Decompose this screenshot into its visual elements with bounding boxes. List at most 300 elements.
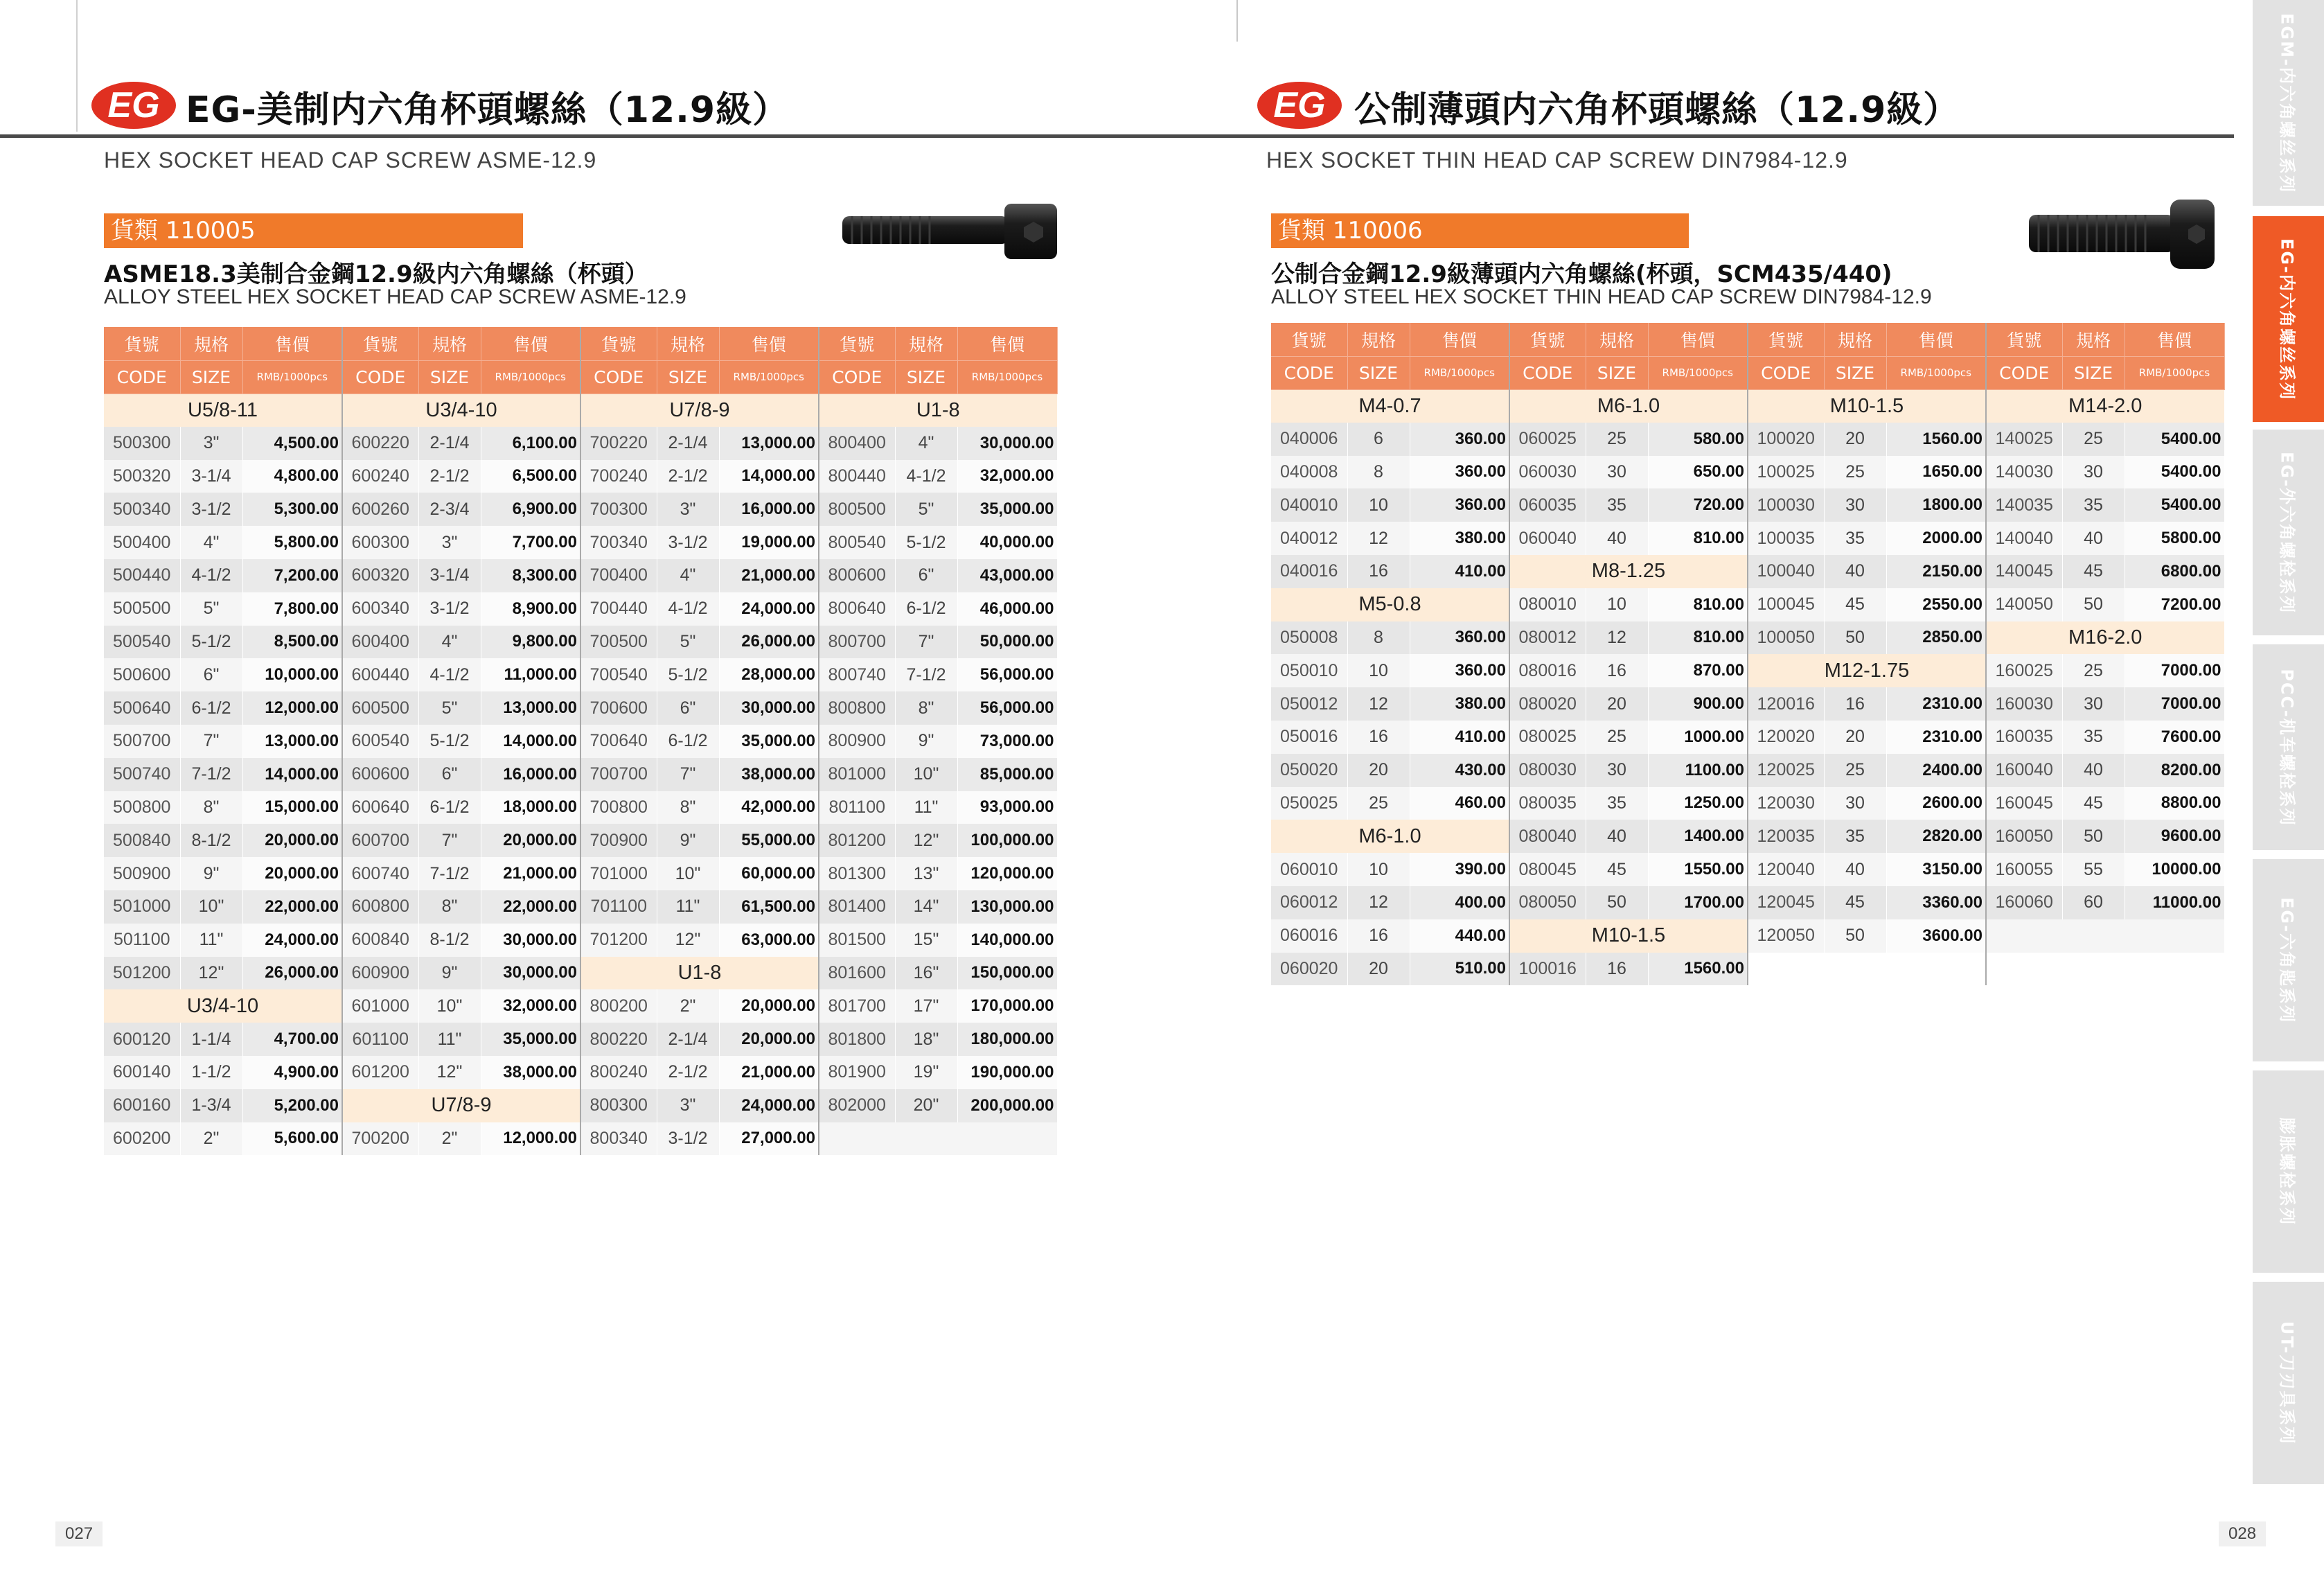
size-cell: 3-1/2	[657, 526, 719, 559]
table-row	[1271, 787, 2224, 820]
code-cell: 140040	[1986, 522, 2062, 555]
price-cell: 6800.00	[2125, 555, 2224, 588]
code-cell: 801000	[819, 758, 895, 791]
price-cell: 170,000.00	[957, 989, 1057, 1023]
price-cell: 30,000.00	[481, 924, 580, 957]
code-cell: 100050	[1748, 621, 1824, 655]
code-cell: 701200	[580, 924, 657, 957]
size-cell: 4"	[180, 526, 242, 559]
thin-head-screw-image	[2026, 194, 2234, 277]
price-cell: 28,000.00	[719, 658, 819, 691]
price-cell: 93,000.00	[957, 791, 1057, 824]
size-cell: 3"	[657, 493, 719, 526]
column-header: 貨號	[342, 327, 418, 360]
side-tab-4[interactable]	[2253, 644, 2324, 856]
price-cell: 13,000.00	[719, 427, 819, 460]
price-cell: 20,000.00	[719, 989, 819, 1023]
table-row	[104, 1122, 1057, 1156]
size-cell: 10	[1347, 488, 1410, 522]
code-cell: 160040	[1986, 754, 2062, 787]
code-cell: 500500	[104, 592, 180, 626]
column-header: 規格	[1586, 323, 1648, 356]
code-cell: 500440	[104, 559, 180, 592]
size-cell: 60	[2062, 886, 2125, 919]
size-cell: 3-1/2	[418, 592, 481, 626]
code-cell: 500300	[104, 427, 180, 460]
size-cell: 8-1/2	[418, 924, 481, 957]
size-cell: 40	[2062, 522, 2125, 555]
column-header: 售價	[957, 327, 1057, 360]
size-cell: 14"	[895, 890, 957, 924]
size-cell: 6"	[895, 559, 957, 592]
price-cell: 15,000.00	[242, 791, 342, 824]
side-tab-5[interactable]	[2253, 859, 2324, 1067]
price-cell: 24,000.00	[242, 924, 342, 957]
size-cell: 5"	[895, 493, 957, 526]
size-cell: 40	[2062, 754, 2125, 787]
size-cell: 4"	[657, 559, 719, 592]
size-section-header: M12-1.75	[1748, 654, 1986, 687]
column-header: SIZE	[418, 360, 481, 394]
size-cell: 50	[1824, 621, 1886, 655]
code-cell: 700300	[580, 493, 657, 526]
price-cell: 180,000.00	[957, 1023, 1057, 1056]
size-cell: 2-1/2	[657, 1056, 719, 1089]
code-cell: 701100	[580, 890, 657, 924]
column-header: 售價	[1886, 323, 1986, 356]
size-cell: 25	[1824, 456, 1886, 489]
code-cell: 500400	[104, 526, 180, 559]
code-cell: 600240	[342, 460, 418, 493]
side-tab-6[interactable]	[2253, 1070, 2324, 1278]
side-tab-1[interactable]	[2253, 0, 2324, 211]
side-tab-2[interactable]	[2253, 216, 2324, 427]
size-cell: 9"	[180, 857, 242, 890]
table-row	[104, 427, 1057, 460]
column-header: SIZE	[1347, 356, 1410, 389]
price-cell: 380.00	[1410, 687, 1509, 721]
product-desc-cn: 公制合金鋼12.9級薄頭内六角螺絲(杯頭，SCM435/440)	[1271, 261, 1892, 288]
table-row	[104, 758, 1057, 791]
price-cell: 7,700.00	[481, 526, 580, 559]
code-cell: 801900	[819, 1056, 895, 1089]
price-cell: 190,000.00	[957, 1056, 1057, 1089]
size-cell: 16	[1347, 555, 1410, 588]
price-cell: 13,000.00	[481, 691, 580, 725]
price-cell: 9,800.00	[481, 626, 580, 659]
price-cell: 430.00	[1410, 754, 1509, 787]
price-cell: 130,000.00	[957, 890, 1057, 924]
price-cell: 46,000.00	[957, 592, 1057, 626]
page-number: 027	[55, 1521, 103, 1546]
price-cell: 24,000.00	[719, 592, 819, 626]
size-cell: 35	[2062, 721, 2125, 754]
table-row	[104, 460, 1057, 493]
code-cell: 600160	[104, 1089, 180, 1122]
side-tab-label: 膨胀螺栓系列	[2277, 1118, 2296, 1226]
price-cell: 4,900.00	[242, 1056, 342, 1089]
code-cell: 600740	[342, 857, 418, 890]
size-cell: 5-1/2	[418, 725, 481, 758]
price-cell: 85,000.00	[957, 758, 1057, 791]
price-cell: 4,700.00	[242, 1023, 342, 1056]
table-row	[1271, 687, 2224, 721]
size-cell: 10"	[418, 989, 481, 1023]
size-cell: 10"	[180, 890, 242, 924]
table-row	[104, 989, 1057, 1023]
table-row	[104, 394, 1057, 427]
code-cell: 701000	[580, 857, 657, 890]
code-cell: 800800	[819, 691, 895, 725]
code-cell: 040012	[1271, 522, 1347, 555]
code-cell: 140025	[1986, 423, 2062, 456]
price-cell: 5400.00	[2125, 488, 2224, 522]
price-cell: 200,000.00	[957, 1089, 1057, 1122]
column-header: SIZE	[1824, 356, 1886, 389]
size-cell: 3-1/4	[180, 460, 242, 493]
table-row	[104, 1023, 1057, 1056]
column-header: RMB/1000pcs	[481, 360, 580, 394]
size-cell: 25	[1347, 787, 1410, 820]
column-header: 貨號	[1748, 323, 1824, 356]
price-cell: 5400.00	[2125, 456, 2224, 489]
code-cell: 601200	[342, 1056, 418, 1089]
code-cell: 100035	[1748, 522, 1824, 555]
code-cell: 160035	[1986, 721, 2062, 754]
code-cell: 801200	[819, 824, 895, 857]
size-cell: 16	[1586, 654, 1648, 687]
code-cell: 700340	[580, 526, 657, 559]
code-cell: 100025	[1748, 456, 1824, 489]
product-desc-en: ALLOY STEEL HEX SOCKET HEAD CAP SCREW ASME-12.9	[104, 285, 686, 308]
size-cell: 20"	[895, 1089, 957, 1122]
table-row	[104, 658, 1057, 691]
eg-logo: EG	[91, 82, 176, 129]
code-cell: 080020	[1509, 687, 1586, 721]
cap-screw-image	[838, 201, 1067, 263]
price-cell: 5,600.00	[242, 1122, 342, 1156]
code-cell: 600260	[342, 493, 418, 526]
column-header: 貨號	[819, 327, 895, 360]
price-cell: 870.00	[1648, 654, 1748, 687]
table-row	[104, 493, 1057, 526]
price-cell: 38,000.00	[719, 758, 819, 791]
price-cell: 100,000.00	[957, 824, 1057, 857]
price-cell: 6,900.00	[481, 493, 580, 526]
size-cell: 2-1/2	[418, 460, 481, 493]
column-header: 貨號	[1271, 323, 1347, 356]
code-cell: 140050	[1986, 588, 2062, 621]
code-cell: 600900	[342, 957, 418, 990]
price-cell: 16,000.00	[481, 758, 580, 791]
code-cell: 800440	[819, 460, 895, 493]
code-cell: 700540	[580, 658, 657, 691]
column-header: SIZE	[1586, 356, 1648, 389]
size-cell: 6"	[418, 758, 481, 791]
size-cell: 8"	[180, 791, 242, 824]
price-cell: 12,000.00	[242, 691, 342, 725]
price-cell: 1000.00	[1648, 721, 1748, 754]
code-cell: 120040	[1748, 853, 1824, 886]
code-cell: 600340	[342, 592, 418, 626]
code-cell: 501000	[104, 890, 180, 924]
code-cell: 600700	[342, 824, 418, 857]
code-cell: 060040	[1509, 522, 1586, 555]
column-header: 售價	[719, 327, 819, 360]
size-cell: 8-1/2	[180, 824, 242, 857]
price-cell: 7000.00	[2125, 654, 2224, 687]
price-cell: 3150.00	[1886, 853, 1986, 886]
size-cell: 4-1/2	[657, 592, 719, 626]
code-cell: 160045	[1986, 787, 2062, 820]
size-cell: 8"	[418, 890, 481, 924]
size-cell: 3-1/2	[180, 493, 242, 526]
size-cell: 12"	[657, 924, 719, 957]
table-row	[104, 890, 1057, 924]
column-header: CODE	[580, 360, 657, 394]
size-cell: 1-1/2	[180, 1056, 242, 1089]
code-cell: 060012	[1271, 886, 1347, 919]
size-cell: 35	[1824, 820, 1886, 853]
code-cell: 601000	[342, 989, 418, 1023]
price-cell: 35,000.00	[481, 1023, 580, 1056]
code-cell: 060025	[1509, 423, 1586, 456]
size-section-header: U3/4-10	[342, 394, 580, 427]
price-cell: 26,000.00	[719, 626, 819, 659]
size-cell: 6	[1347, 423, 1410, 456]
column-header: 規格	[895, 327, 957, 360]
price-cell: 63,000.00	[719, 924, 819, 957]
price-cell: 20,000.00	[242, 857, 342, 890]
size-cell: 11"	[180, 924, 242, 957]
size-cell: 10	[1347, 853, 1410, 886]
title-rule	[0, 134, 1236, 138]
size-cell: 25	[1586, 721, 1648, 754]
price-cell: 38,000.00	[481, 1056, 580, 1089]
code-cell: 600300	[342, 526, 418, 559]
size-cell: 20	[1347, 754, 1410, 787]
code-cell: 700400	[580, 559, 657, 592]
right-page	[1236, 0, 2324, 1588]
size-cell: 6-1/2	[657, 725, 719, 758]
code-cell: 120030	[1748, 787, 1824, 820]
price-cell: 8,500.00	[242, 626, 342, 659]
code-cell: 050008	[1271, 621, 1347, 655]
column-header: 貨號	[1509, 323, 1586, 356]
price-cell: 390.00	[1410, 853, 1509, 886]
price-cell: 3600.00	[1886, 919, 1986, 953]
code-cell: 802000	[819, 1089, 895, 1122]
page-subtitle: HEX SOCKET THIN HEAD CAP SCREW DIN7984-12.9	[1266, 148, 1848, 173]
code-cell: 600140	[104, 1056, 180, 1089]
category-bar: 貨類 110006	[1271, 213, 1689, 248]
code-cell: 500840	[104, 824, 180, 857]
price-cell: 2850.00	[1886, 621, 1986, 655]
code-cell: 140035	[1986, 488, 2062, 522]
size-cell: 40	[1586, 820, 1648, 853]
size-section-header: M14-2.0	[1986, 389, 2224, 423]
price-cell: 360.00	[1410, 456, 1509, 489]
side-tab-label: UT-刀刃具系列	[2277, 1321, 2296, 1445]
size-cell: 2"	[418, 1122, 481, 1156]
price-cell: 35,000.00	[957, 493, 1057, 526]
table-row	[1271, 456, 2224, 489]
size-section-header: M4-0.7	[1271, 389, 1509, 423]
page-subtitle: HEX SOCKET HEAD CAP SCREW ASME-12.9	[104, 148, 597, 173]
price-cell: 21,000.00	[481, 857, 580, 890]
size-section-header: M10-1.5	[1748, 389, 1986, 423]
price-cell: 4,800.00	[242, 460, 342, 493]
price-cell: 1560.00	[1648, 953, 1748, 986]
size-cell: 12	[1347, 522, 1410, 555]
price-cell: 20,000.00	[242, 824, 342, 857]
column-header: CODE	[1509, 356, 1586, 389]
code-cell: 140045	[1986, 555, 2062, 588]
size-cell: 50	[1824, 919, 1886, 953]
size-cell: 1-1/4	[180, 1023, 242, 1056]
price-cell: 2310.00	[1886, 687, 1986, 721]
table-row	[104, 824, 1057, 857]
header-row-en	[1271, 356, 2224, 389]
code-cell: 700900	[580, 824, 657, 857]
price-cell: 1400.00	[1648, 820, 1748, 853]
column-header: SIZE	[2062, 356, 2125, 389]
code-cell: 600440	[342, 658, 418, 691]
product-desc-cn: ASME18.3美制合金鋼12.9級内六角螺絲（杯頭）	[104, 261, 648, 288]
size-cell: 30	[1586, 456, 1648, 489]
code-cell: 050020	[1271, 754, 1347, 787]
code-cell: 500540	[104, 626, 180, 659]
code-cell: 801600	[819, 957, 895, 990]
price-cell: 460.00	[1410, 787, 1509, 820]
size-cell: 25	[2062, 654, 2125, 687]
code-cell: 600500	[342, 691, 418, 725]
price-cell: 120,000.00	[957, 857, 1057, 890]
price-cell: 22,000.00	[481, 890, 580, 924]
code-cell: 801100	[819, 791, 895, 824]
price-cell: 7200.00	[2125, 588, 2224, 621]
size-cell: 3"	[180, 427, 242, 460]
column-header: 售價	[2125, 323, 2224, 356]
size-cell: 35	[1824, 522, 1886, 555]
code-cell: 080035	[1509, 787, 1586, 820]
table-row	[1271, 389, 2224, 423]
code-cell: 050010	[1271, 654, 1347, 687]
table-row	[104, 1089, 1057, 1122]
size-section-header: M16-2.0	[1986, 621, 2224, 655]
size-cell: 40	[1824, 853, 1886, 886]
size-cell: 6-1/2	[418, 791, 481, 824]
code-cell: 500320	[104, 460, 180, 493]
size-cell: 9"	[657, 824, 719, 857]
page-number: 028	[2219, 1521, 2266, 1546]
column-header: 售價	[1410, 323, 1509, 356]
code-cell: 801800	[819, 1023, 895, 1056]
code-cell: 140030	[1986, 456, 2062, 489]
price-cell: 720.00	[1648, 488, 1748, 522]
column-header: 規格	[2062, 323, 2125, 356]
size-cell: 2-1/4	[418, 427, 481, 460]
column-header: 規格	[180, 327, 242, 360]
column-header: 規格	[1824, 323, 1886, 356]
price-cell: 60,000.00	[719, 857, 819, 890]
table-row	[104, 957, 1057, 990]
size-section-header: U1-8	[819, 394, 1057, 427]
price-cell: 380.00	[1410, 522, 1509, 555]
size-cell: 6-1/2	[895, 592, 957, 626]
page-title: EG-美制内六角杯頭螺絲（12.9級）	[186, 89, 790, 131]
code-cell: 800540	[819, 526, 895, 559]
column-header: CODE	[819, 360, 895, 394]
table-row	[1271, 886, 2224, 919]
size-cell: 13"	[895, 857, 957, 890]
code-cell: 500640	[104, 691, 180, 725]
code-cell: 800200	[580, 989, 657, 1023]
blank-cell	[1986, 953, 2224, 986]
code-cell: 060030	[1509, 456, 1586, 489]
price-cell: 73,000.00	[957, 725, 1057, 758]
side-tab-7[interactable]	[2253, 1282, 2324, 1490]
size-cell: 11"	[418, 1023, 481, 1056]
code-cell: 700500	[580, 626, 657, 659]
size-cell: 5"	[418, 691, 481, 725]
code-cell: 800240	[580, 1056, 657, 1089]
size-cell: 19"	[895, 1056, 957, 1089]
size-cell: 6"	[657, 691, 719, 725]
price-cell: 1650.00	[1886, 456, 1986, 489]
code-cell: 060016	[1271, 919, 1347, 953]
code-cell: 040016	[1271, 555, 1347, 588]
side-tab-3[interactable]	[2253, 430, 2324, 641]
code-cell: 160060	[1986, 886, 2062, 919]
price-cell: 14,000.00	[242, 758, 342, 791]
column-header: 售價	[1648, 323, 1748, 356]
code-cell: 060035	[1509, 488, 1586, 522]
column-header: 貨號	[104, 327, 180, 360]
price-cell: 2150.00	[1886, 555, 1986, 588]
code-cell: 600120	[104, 1023, 180, 1056]
side-tab-label: EGM-内六角螺丝系列	[2277, 12, 2296, 193]
size-cell: 10	[1347, 654, 1410, 687]
column-header: SIZE	[180, 360, 242, 394]
size-cell: 10	[1586, 588, 1648, 621]
table-row	[1271, 488, 2224, 522]
price-cell: 7,800.00	[242, 592, 342, 626]
column-header: SIZE	[895, 360, 957, 394]
side-tab-label: EG-外六角螺栓系列	[2277, 451, 2296, 614]
size-cell: 5-1/2	[180, 626, 242, 659]
price-table-asme	[104, 327, 1058, 1155]
size-section-header: U3/4-10	[104, 989, 342, 1023]
size-cell: 30	[2062, 456, 2125, 489]
size-cell: 30	[1586, 754, 1648, 787]
table-row	[1271, 423, 2224, 456]
price-cell: 6,500.00	[481, 460, 580, 493]
size-cell: 12	[1586, 621, 1648, 655]
code-cell: 501100	[104, 924, 180, 957]
price-cell: 27,000.00	[719, 1122, 819, 1156]
code-cell: 100016	[1509, 953, 1586, 986]
price-cell: 55,000.00	[719, 824, 819, 857]
price-cell: 1100.00	[1648, 754, 1748, 787]
column-header: 售價	[242, 327, 342, 360]
price-cell: 24,000.00	[719, 1089, 819, 1122]
price-cell: 10000.00	[2125, 853, 2224, 886]
code-cell: 601100	[342, 1023, 418, 1056]
side-tab-label: EG-内六角螺丝系列	[2277, 238, 2296, 400]
size-cell: 10"	[895, 758, 957, 791]
price-table-din7984	[1271, 323, 2225, 985]
